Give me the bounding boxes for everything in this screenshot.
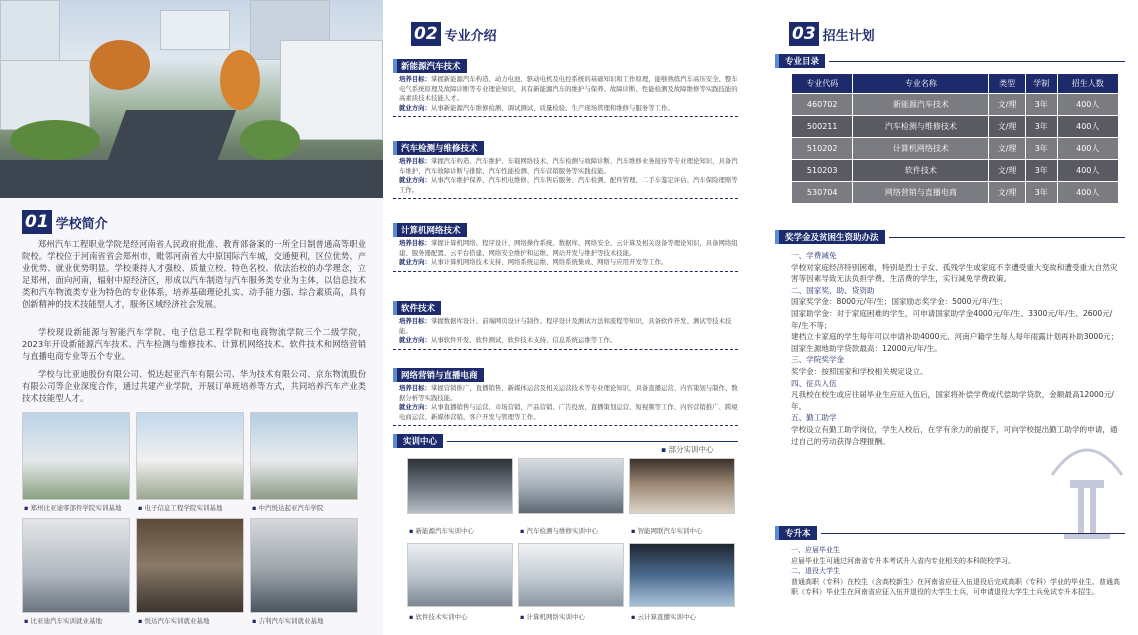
table-cell: 3年	[1025, 138, 1057, 160]
lab-caption: ▪ 智能网联汽车实训中心	[631, 526, 702, 535]
train-label: 培养目标：	[399, 317, 431, 325]
table-cell: 510203	[792, 160, 853, 182]
aid-text: 国家生源地助学贷款最高：12000元/年/生。	[791, 343, 942, 353]
table-cell: 文/理	[989, 116, 1026, 138]
table-cell: 400人	[1057, 116, 1118, 138]
upgrade-text: 普通高职（专科）在校生（含高校新生）在河南省应征入伍退役后完成高职（专科）学业的毕业生、普通高职（专科）毕业生在河南省应征入伍并退役的大学生士兵，可申请退役大学生士兵免试专升本招生。	[791, 577, 1120, 596]
table-row	[792, 116, 1119, 138]
lab-caption: ▪ 云计算直播实训中心	[631, 612, 696, 621]
section-name: 招生计划	[822, 28, 875, 44]
table-cell: 400人	[1057, 94, 1118, 116]
upgrade-heading: 二、退役大学生	[791, 567, 840, 575]
aid-text: 国家奖学金：8000元/年/生；国家励志奖学金：5000元/年/生；	[791, 297, 1007, 307]
major-block	[393, 363, 738, 426]
lab-caption: ▪ 计算机网络实训中心	[520, 612, 585, 621]
table-row	[792, 94, 1119, 116]
major-name: 计算机网络技术	[393, 223, 467, 237]
campus-aerial-photo	[0, 0, 383, 198]
section-number: 02	[411, 22, 441, 46]
table-cell: 新能源汽车技术	[853, 94, 989, 116]
lab-photo	[407, 543, 513, 607]
aid-text: 建档立卡家庭的学生每年可以申请补助4000元、河南户籍学生每人每年雨露计划再补助3000元；	[791, 332, 1119, 342]
major-block	[393, 296, 738, 350]
upgrade-title: 专升本	[775, 526, 817, 540]
byd-signing-photo	[22, 518, 130, 613]
electronic-base-photo	[136, 412, 244, 500]
job-text: 从事直播销售与运营、市场营销、产品营销、广告投放、直播策划运营、短视频等工作、内容营销推广、跨境电商运营、新媒体营销、客户开发与管理等工作。	[399, 403, 738, 421]
train-text: 掌握数据库设计、前端网页设计与制作、程序设计及测试方法和流程等知识，具备软件开发、测试等技术技能。	[399, 317, 732, 335]
train-text: 掌握营销推广、直播销售、新媒体运营及相关运营技术等专业理论知识，具备直播运营、内容策划与制作、数据分析等实践技能。	[399, 384, 738, 402]
lab-caption: ▪ 软件技术实训中心	[409, 612, 467, 621]
aid-text: 国家助学金：对于家庭困难的学生，可申请国家助学金4000元/年/生、3300元/年/生、2600元/年/生不等；	[791, 308, 1113, 330]
table-cell: 3年	[1025, 160, 1057, 182]
aid-heading: 五、勤工助学	[791, 413, 837, 423]
upgrade-text: 应届毕业生可通过河南省专升本考试升入省内专业相关的本科院校学习。	[791, 556, 1015, 565]
train-label: 培养目标：	[399, 75, 431, 83]
job-label: 就业方向：	[399, 336, 431, 344]
table-row	[792, 182, 1119, 204]
table-cell: 文/理	[989, 94, 1026, 116]
lab-photo	[407, 458, 513, 514]
table-header: 类型	[989, 74, 1026, 94]
major-name: 网络营销与直播电商	[393, 368, 484, 382]
major-block	[393, 218, 738, 272]
upgrade-heading: 一、应届毕业生	[791, 546, 840, 554]
train-label: 培养目标：	[399, 239, 431, 247]
photo-caption: ▪ 比亚迪汽车实训就业基地	[24, 616, 102, 625]
section-name: 专业介绍	[444, 28, 497, 44]
job-text: 从事新能源汽车维修检测、调试测试、质量检验、生产现场管理和维修与服务等工作。	[430, 103, 674, 112]
geely-base-photo	[250, 518, 358, 613]
aid-text: 凡我校在校生或应往届毕业生应征入伍后，国家将补偿学费或代偿助学贷款，金额最高12000元/年。	[791, 390, 1114, 411]
train-text: 掌握新能源汽车构造、动力电池、驱动电机及电控系统的基础知识和工作原理，能够熟练汽车高压安全、整车电气系统原理及故障诊断等专业理论知识，具有新能源汽车的维护与保养、故障诊断、性能检测及故障维修等实践技能的高素质技术技能人才。	[399, 75, 738, 102]
photo-caption: ▪ 电子信息工程学院实训基地	[138, 503, 222, 512]
table-cell: 文/理	[989, 138, 1026, 160]
train-text: 掌握汽车构造、汽车维护、车载网络技术、汽车检测与故障诊断、汽车维修业务接待等专业理论知识，具备汽车维护、汽车故障诊断与排除、汽车性能检测、汽车营销服务等实践技能。	[399, 157, 738, 175]
section-number: 03	[789, 22, 819, 46]
table-cell: 汽车检测与维修技术	[853, 116, 989, 138]
major-name: 软件技术	[393, 301, 441, 315]
table-cell: 3年	[1025, 116, 1057, 138]
photo-caption: ▪ 悦达汽车实训就业基地	[138, 616, 209, 625]
byd-base-photo	[22, 412, 130, 500]
table-header: 专业名称	[853, 74, 989, 94]
enroll-section-title	[789, 22, 875, 46]
lab-photo	[518, 543, 624, 607]
lab-caption: ▪ 汽车检测与维修实训中心	[520, 526, 598, 535]
cooperation-paragraph: 学校与比亚迪股份有限公司、悦达起亚汽车有限公司、华为技术有限公司、京东物流股份有限公司等企业深度合作，通过共建产业学院，开展订单班培养等方式，共同培养汽车产业类技术技能型人才。	[22, 369, 366, 403]
aid-heading: 二、国家奖、助、贷资助	[791, 285, 875, 295]
lab-photo	[629, 543, 735, 607]
job-label: 就业方向：	[399, 103, 431, 112]
aid-text: 学校设立有勤工助学岗位，学生入校后，在学有余力的前提下，可向学校提出勤工助学的申请，通过自己的劳动获得合理报酬。	[791, 424, 1118, 446]
table-cell: 软件技术	[853, 160, 989, 182]
school-intro-paragraph: 郑州汽车工程职业学院是经河南省人民政府批准、教育部备案的一所全日制普通高等职业院校。学校位于河南省省会郑州市，毗邻河南省大中原国际汽车城，交通便利，区位优势、产业优势、就业优势明显。学校秉持人才强校、质量立校、特色名校、依法治校的办学理念，立足郑州，面向河南，辐射中原经济区，形成以汽车制造与汽车服务类专业为主体，以信息技术类和汽车物流类专业为特色的专业体系，培养基础理论扎实、动手能力强、综合素质高，具有创新精神的技术技能型人才，服务区域经济社会发展。	[22, 239, 366, 309]
major-block	[393, 54, 738, 117]
aid-text: 奖学金：按照国家和学校相关规定设立。	[791, 366, 928, 376]
enroll-column	[761, 0, 1138, 635]
table-header: 学制	[1025, 74, 1057, 94]
table-cell: 文/理	[989, 182, 1026, 204]
table-cell: 400人	[1057, 182, 1118, 204]
aid-list	[791, 250, 1121, 447]
lab-caption: ▪ 新能源汽车实训中心	[409, 526, 474, 535]
lab-note: ▪ 部分实训中心	[661, 444, 713, 455]
table-cell: 网络营销与直播电商	[853, 182, 989, 204]
school-section-title	[22, 210, 108, 234]
job-label: 就业方向：	[399, 258, 431, 266]
table-cell: 3年	[1025, 94, 1057, 116]
table-row	[792, 138, 1119, 160]
lab-photo	[518, 458, 624, 514]
major-catalog-table	[791, 73, 1119, 204]
college-paragraph: 学校现设新能源与智能汽车学院、电子信息工程学院和电商物流学院三个二级学院，2023年开设新能源汽车技术、汽车检测与维修技术、计算机网络技术、软件技术和网络营销与直播电商专业等五个专业。	[22, 327, 366, 361]
majors-column	[383, 0, 761, 635]
upgrade-list	[791, 545, 1121, 598]
aid-title: 奖学金及贫困生资助办法	[775, 230, 885, 244]
section-name: 学校简介	[55, 216, 108, 232]
photo-caption: ▪ 中汽悦达起亚汽车学院	[252, 503, 323, 512]
catalog-title: 专业目录	[775, 54, 825, 68]
table-cell: 400人	[1057, 138, 1118, 160]
table-cell: 计算机网络技术	[853, 138, 989, 160]
aid-header	[775, 230, 1125, 244]
aid-heading: 一、学费减免	[791, 251, 837, 260]
major-name: 新能源汽车技术	[393, 59, 467, 73]
school-seal-watermark	[1042, 435, 1132, 545]
photo-caption: ▪ 吉利汽车实训就业基地	[252, 616, 323, 625]
photo-caption: ▪ 郑州比亚迪零部件学院实训基地	[24, 503, 121, 512]
table-cell: 400人	[1057, 160, 1118, 182]
table-header: 招生人数	[1057, 74, 1118, 94]
table-cell: 500211	[792, 116, 853, 138]
major-block	[393, 136, 738, 199]
table-cell: 530704	[792, 182, 853, 204]
aid-text: 学校对家庭经济特别困难，特别是烈士子女、孤残学生或家庭不幸遭受重大变故和遭受重大自然灾害等因素导致无法负担学费、生活费的学生，实行减免学费政策。	[791, 262, 1118, 284]
table-cell: 3年	[1025, 182, 1057, 204]
table-cell: 510202	[792, 138, 853, 160]
lab-photo	[629, 458, 735, 514]
catalog-header	[775, 54, 1125, 68]
job-text: 从事软件开发、软件测试、软件技术支持、信息系统运维等工作。	[430, 336, 617, 344]
table-cell: 文/理	[989, 160, 1026, 182]
train-label: 培养目标：	[399, 384, 431, 392]
majors-section-title	[411, 22, 497, 46]
train-label: 培养目标：	[399, 157, 431, 165]
school-column	[0, 0, 383, 635]
job-label: 就业方向：	[399, 176, 431, 184]
table-row	[792, 160, 1119, 182]
kia-college-photo	[250, 412, 358, 500]
major-name: 汽车检测与维修技术	[393, 141, 484, 155]
aid-heading: 三、学院奖学金	[791, 355, 845, 365]
lab-title: 实训中心	[393, 434, 443, 448]
yueda-base-photo	[136, 518, 244, 613]
aid-heading: 四、征兵入伍	[791, 378, 837, 388]
table-header: 专业代码	[792, 74, 853, 94]
section-number: 01	[22, 210, 52, 234]
table-cell: 460702	[792, 94, 853, 116]
train-text: 掌握计算机网络、程序设计、网络操作系统、数据库、网络安全、云计算及相关设备等理论知识，具备网络组建、服务器配置、云平台搭建、网络安全维护和运维、网站开发与维护等技术技能。	[399, 239, 738, 257]
job-text: 从事汽车维护保养、汽车机电维修、汽车售后服务、汽车检测、配件管理、二手车鉴定评估、汽车保险理赔等工作。	[399, 176, 738, 194]
job-label: 就业方向：	[399, 403, 431, 411]
job-text: 从事计算机网络技术支持、网络系统运维、网络系统集成、网络与应用开发等工作。	[430, 258, 668, 266]
